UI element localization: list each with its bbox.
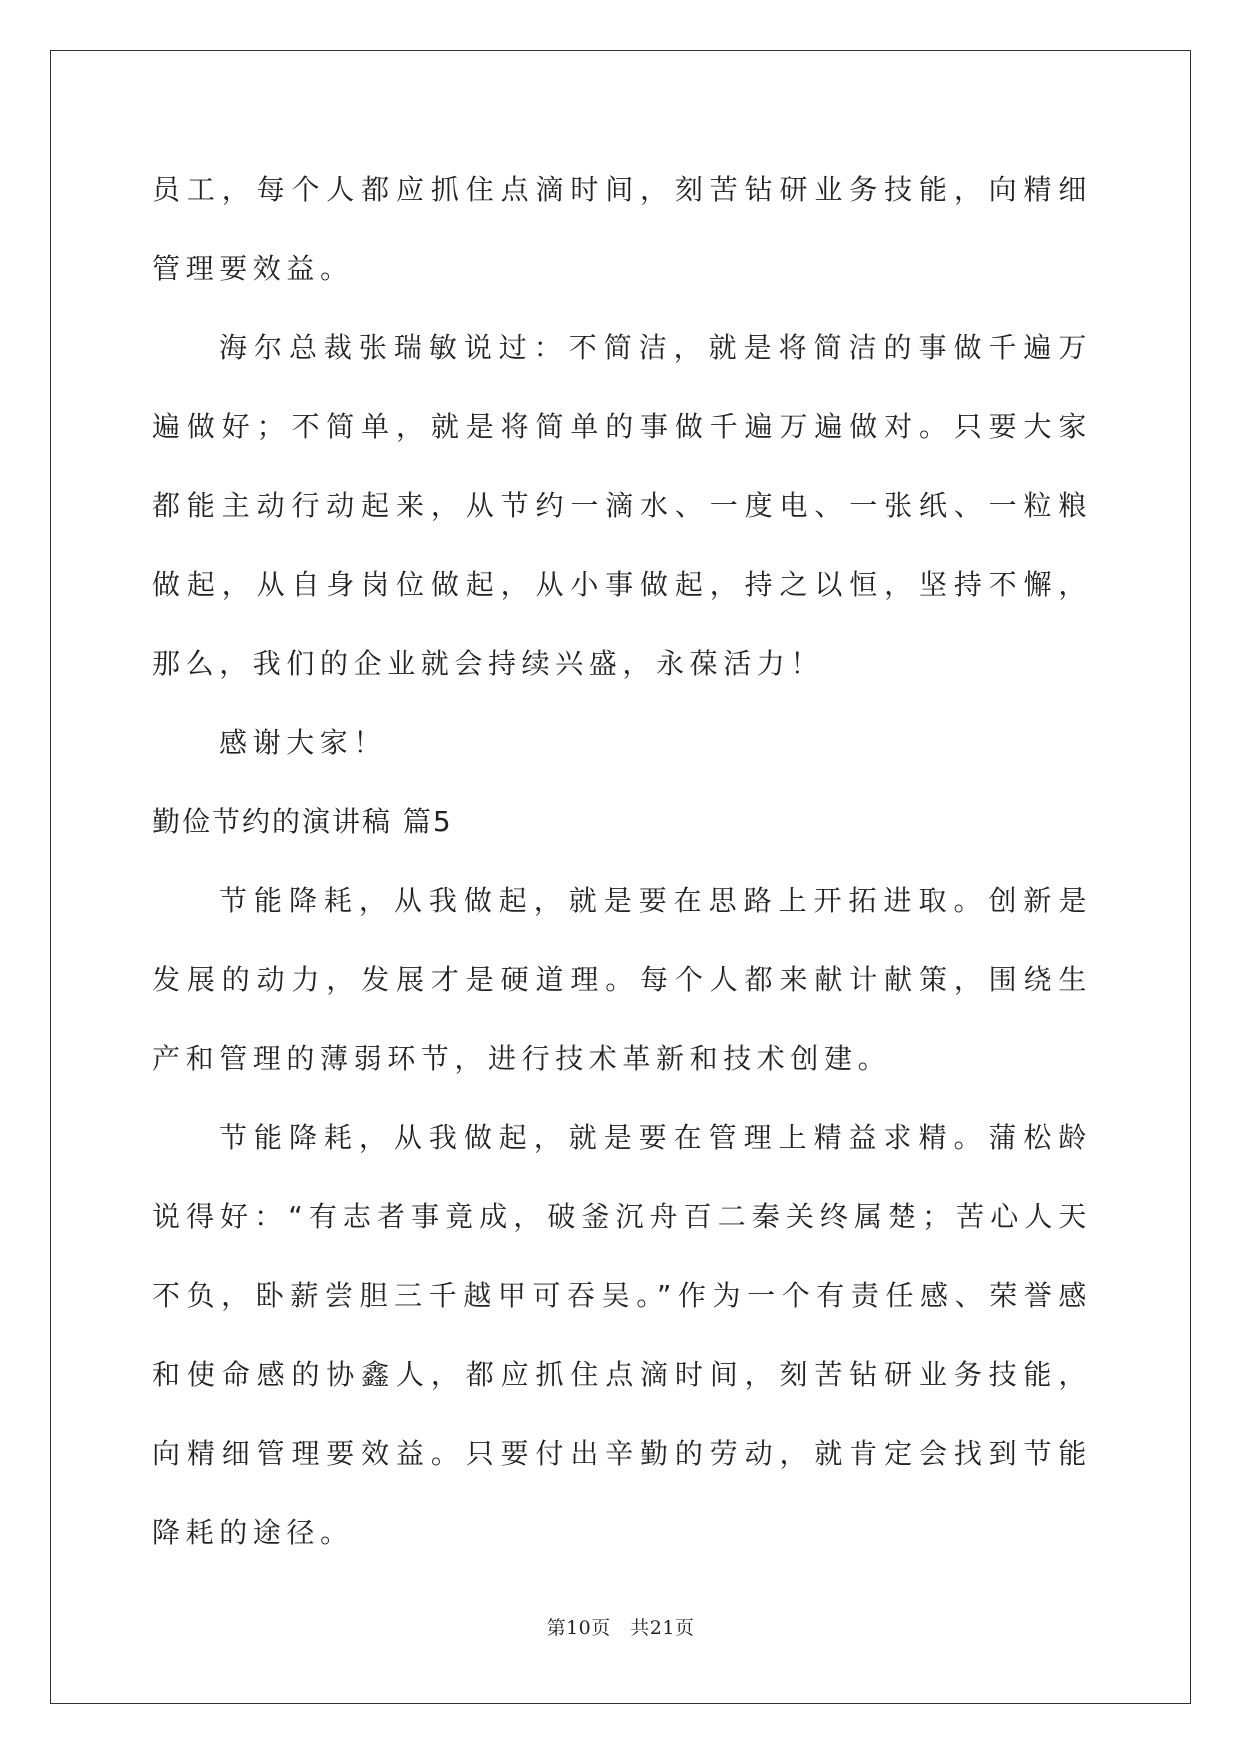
paragraph-1: 员工，每个人都应抓住点滴时间，刻苦钻研业务技能，向精细管理要效益。 [152, 173, 1092, 285]
paragraph-3: 感谢大家！ [219, 726, 388, 759]
paragraph-2: 海尔总裁张瑞敏说过：不简洁，就是将简洁的事做千遍万遍做好；不简单，就是将简单的事做千遍万遍做对。只要大家都能主动行动起来，从节约一滴水、一度电、一张纸、一粒粮做起，从自身岗位做起，从小事做起，持之以恒，坚持不懈，那么，我们的企业就会持续兴盛，永葆活力！ [152, 331, 1092, 680]
paragraph-5: 节能降耗，从我做起，就是要在管理上精益求精。蒲松龄说得好：“有志者事竟成，破釜沉舟百二秦关终属楚；苦心人天不负，卧薪尝胆三千越甲可吞吴。”作为一个有责任感、荣誉感和使命感的协鑫人，都应抓住点滴时间，刻苦钻研业务技能，向精细管理要效益。只要付出辛勤的劳动，就肯定会找到节能降耗的途径。 [152, 1121, 1092, 1549]
section-heading: 勤俭节约的演讲稿 篇5 [152, 805, 453, 838]
page-number-footer: 第10页 共21页 [546, 1617, 695, 1639]
paragraph-4: 节能降耗，从我做起，就是要在思路上开拓进取。创新是发展的动力，发展才是硬道理。每个人都来献计献策，围绕生产和管理的薄弱环节，进行技术革新和技术创建。 [152, 884, 1092, 1075]
document-body [152, 150, 1092, 1572]
